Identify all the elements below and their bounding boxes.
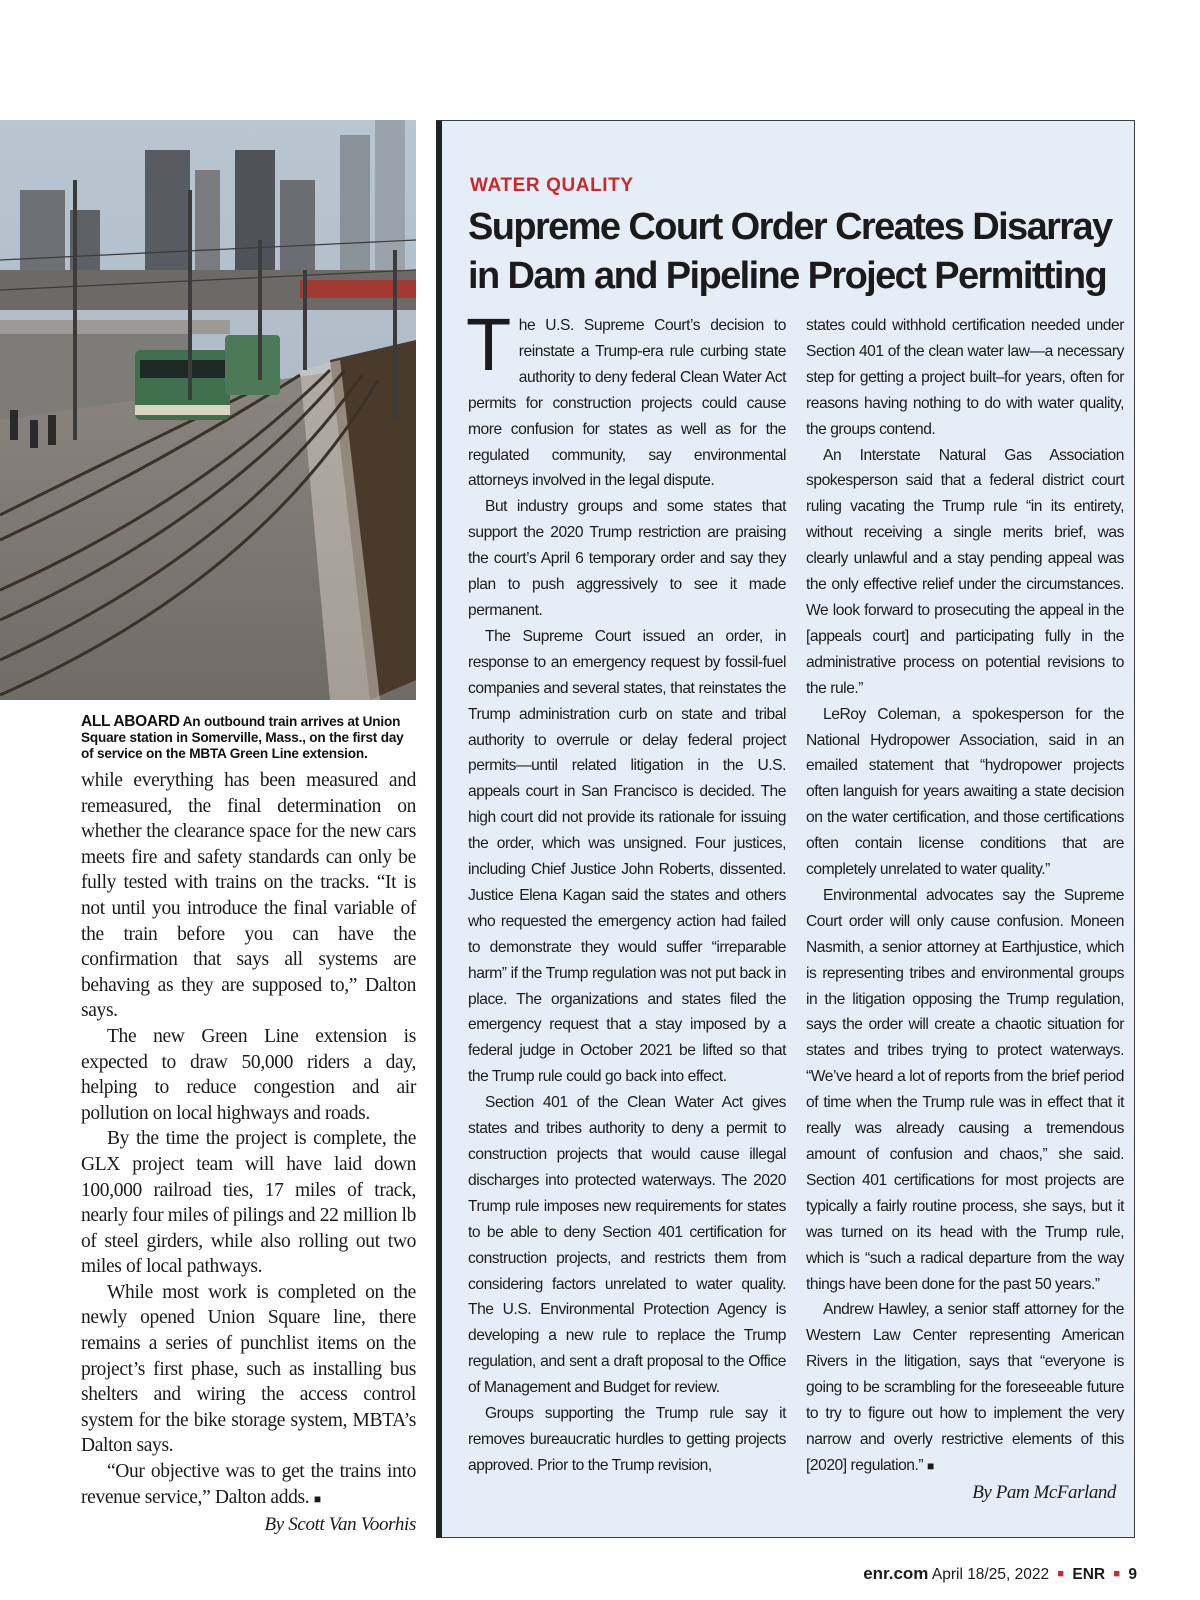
sidebar-paragraph-text: Andrew Hawley, a senior staff attorney for the Western Law Center representing American Rivers in the litigation, says that “everyone is going to be scrambling for the foreseeable future to try to figure out how to implement the very narrow and overly restrictive elements of this [2020] regulation.” bbox=[806, 1301, 1124, 1474]
left-paragraph: By the time the project is complete, the GLX project team will have laid down 100,000 railroad ties, 17 miles of track, nearly four miles of pilings and 22 million lb of steel girders, while also rolling out two miles of local pathways. bbox=[81, 1128, 416, 1278]
separator-icon: ■ bbox=[1057, 1568, 1065, 1580]
end-mark-icon: ■ bbox=[927, 1458, 934, 1473]
sidebar-paragraph: Groups supporting the Trump rule say it removes bureaucratic hurdles to getting projects approved. Prior to the Trump revision, bbox=[468, 1405, 786, 1474]
sidebar-paragraph: The Supreme Court issued an order, in response to an emergency request by fossil-fuel companies and several states, that reinstates the Trump administration curb on state and tribal authority to overrule or delay federal project permits—until related litigation in the U.S. appeals court in San Francisco is decided. The high court did not provide its rationale for issuing the order, which was unsigned. Four justices, including Chief Justice John Roberts, dissented. Justice Elena Kagan said the states and others who requested the emergency action had failed to demonstrate they would suffer “irreparable harm” if the Trump regulation was not put back in place. The organizations and states filed the emergency request that a stay imposed by a federal judge in October 2021 be lifted so that the Trump rule could go back into effect. bbox=[468, 627, 786, 1086]
photo-caption bbox=[81, 714, 416, 762]
end-mark-icon: ■ bbox=[313, 1491, 321, 1506]
left-paragraph-last bbox=[81, 1459, 416, 1512]
sidebar-paragraph: states could withhold certification needed under Section 401 of the clean water law—a necessary step for getting a project built–for years, often for reasons having nothing to do with water quality, the groups contend. bbox=[806, 317, 1124, 438]
footer-publication: ENR bbox=[1072, 1566, 1106, 1583]
sidebar-paragraph: Section 401 of the Clean Water Act gives states and tribes authority to deny a permit to construction projects that would cause illegal discharges into protected waterways. The 2020 Trump rule imposes new requirements for states to be able to deny Section 401 certification for construction projects, and restricts them from considering factors unrelated to water quality. The U.S. Environmental Protection Agency is developing a new rule to replace the Trump regulation, and sent a draft proposal to the Office of Management and Budget for review. bbox=[468, 1094, 786, 1397]
sidebar-paragraph: Environmental advocates say the Supreme Court order will only cause confusion. Moneen Nasmith, a senior attorney at Earthjustice, which is representing tribes and environmental groups in the litigation opposing the Trump regulation, says the order will create a chaotic situation for states and tribes trying to protect waterways. “We’ve heard a lot of reports from the brief period of time when the Trump rule was in effect that it really was already causing a tremendous amount of confusion and chaos,” she said. Section 401 certifications for most projects are typically a fairly routine process, she says, but it was turned on its head with the Trump rule, which is “such a radical departure from the way things have been done for the past 50 years.” bbox=[806, 886, 1124, 1293]
left-paragraph: While most work is completed on the newly opened Union Square line, there remains a series of punchlist items on the project’s first phase, such as installing bus shelters and wiring the access control system for the bike storage system, MBTA’s Dalton says. bbox=[81, 1281, 416, 1457]
sidebar-paragraph: LeRoy Coleman, a spokesperson for the National Hydropower Association, said in an emailed statement that “hydropower projects often languish for years awaiting a state decision on the water certification, and those certifications often contain license conditions that are completely unrelated to water quality.” bbox=[806, 705, 1124, 879]
page-footer bbox=[863, 1564, 1137, 1584]
caption-label: ALL ABOARD bbox=[81, 713, 180, 730]
caption-text: An outbound train arrives at Union Square station in Somerville, Mass., on the first day of service on the MBTA Green Line extension. bbox=[81, 714, 404, 761]
article-headline: Supreme Court Order Creates Disarray in Dam and Pipeline Project Permitting bbox=[468, 206, 1112, 297]
train-photo-icon bbox=[0, 120, 416, 700]
left-paragraph: The new Green Line extension is expected to draw 50,000 riders a day, helping to reduce congestion and air pollution on local highways and roads. bbox=[81, 1025, 416, 1124]
left-paragraph: while everything has been measured and remeasured, the final determination on whether the clearance space for the new cars meets fire and safety standards can only be fully tested with trains on the tracks. “It is not until you introduce the final variable of the train before you can have the confirmation that says all systems are behaving as they are supposed to,” Dalton says. bbox=[81, 770, 416, 1022]
left-paragraph-text: “Our objective was to get the trains into revenue service,” Dalton adds. bbox=[81, 1461, 416, 1508]
footer-site[interactable]: enr.com bbox=[863, 1564, 929, 1583]
drop-cap: T bbox=[466, 303, 511, 386]
sidebar-byline: By Pam McFarland bbox=[972, 1481, 1116, 1503]
sidebar-paragraph-last bbox=[806, 1297, 1124, 1479]
left-article-body bbox=[81, 768, 416, 1538]
sidebar-paragraph-text: he U.S. Supreme Court’s decision to reinstate a Trump-era rule curbing state authority to deny federal Clean Water Act permits for construction projects could cause more confusion for states as well as for the regulated community, say environmental attorneys involved in the legal dispute. bbox=[468, 317, 786, 490]
sidebar-paragraph: But industry groups and some states that support the 2020 Trump restriction are praising the court’s April 6 temporary order and say they plan to push aggressively to see it made permanent. bbox=[468, 498, 786, 619]
section-kicker: WATER QUALITY bbox=[470, 175, 634, 196]
footer-date: April 18/25, 2022 bbox=[931, 1566, 1050, 1583]
sidebar-paragraph bbox=[466, 303, 786, 494]
sidebar-article bbox=[436, 120, 1135, 1538]
separator-icon: ■ bbox=[1113, 1568, 1121, 1580]
sidebar-paragraph: An Interstate Natural Gas Association spokesperson said that a federal district court ruling vacating the Trump rule “in its entirety, without receiving a single merits brief, was clearly unlawful and a stay pending appeal was the only effective relief under the circumstances. We look forward to prosecuting the appeal in the [appeals court] and participating fully in the administrative process on potential revisions to the rule.” bbox=[806, 446, 1124, 697]
train-photo bbox=[0, 120, 416, 700]
sidebar-column-b bbox=[806, 313, 1124, 1506]
sidebar-column-a bbox=[466, 303, 786, 1479]
left-byline: By Scott Van Voorhis bbox=[264, 1514, 416, 1536]
page-number: 9 bbox=[1128, 1566, 1137, 1583]
